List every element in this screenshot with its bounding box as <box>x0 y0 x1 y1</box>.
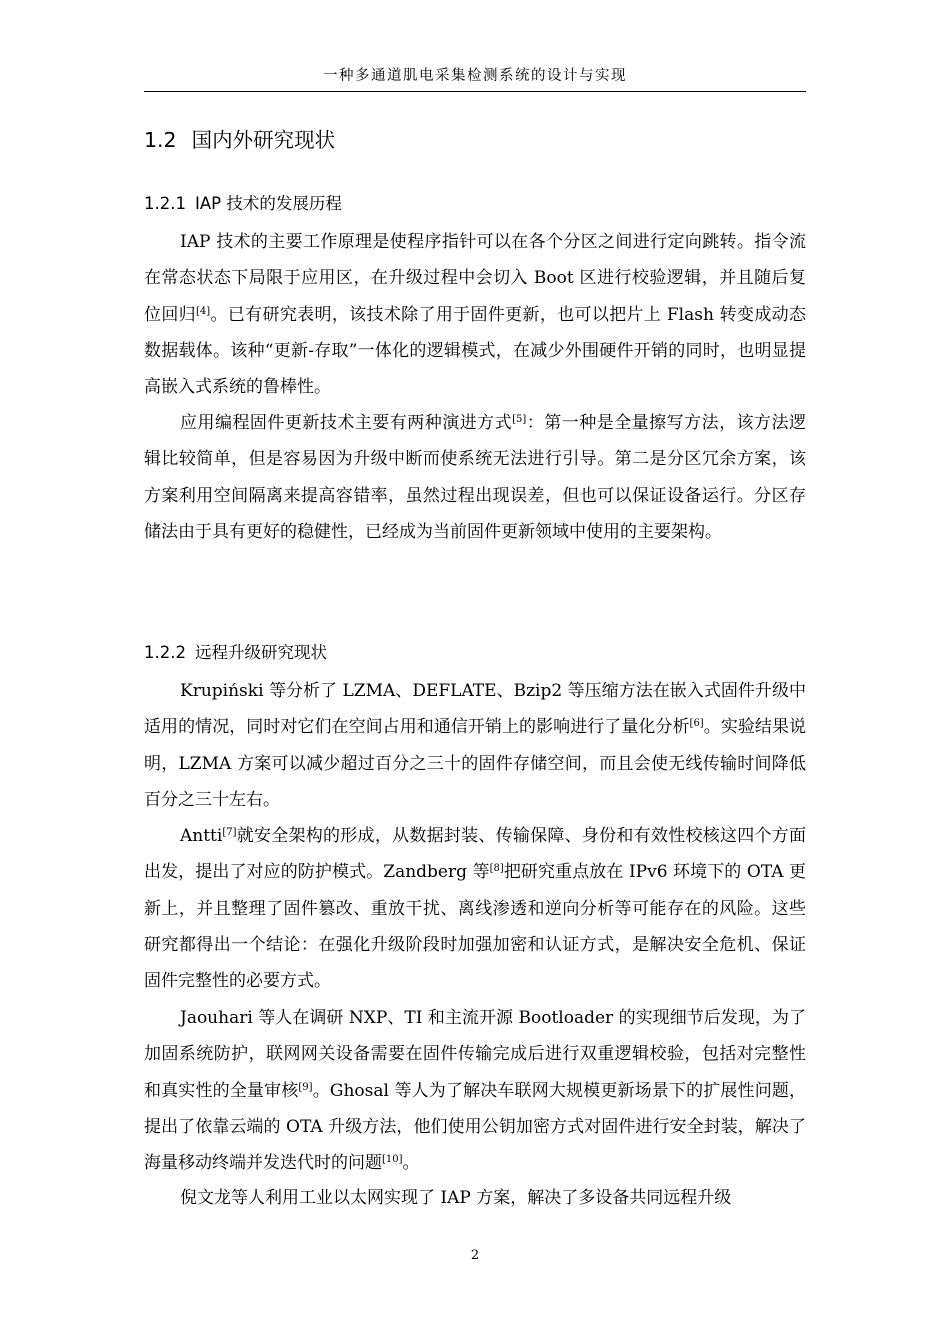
paragraph-text: 把研究重点放在 IPv6 环境下的 OTA 更新上，并且整理了固件篡改、重放干扰、离线渗透和逆向分析等可能存在的风险。这些研究都得出一个结论：在强化升级阶段时加强加密和认证方式，是解决安全危机、保证固件完整性的必要方式。 <box>144 862 806 992</box>
running-header: 一种多通道肌电采集检测系统的设计与实现 <box>323 68 627 84</box>
section-title-text: 国内外研究现状 <box>191 128 336 152</box>
body-paragraph <box>144 405 806 550</box>
header-divider <box>144 91 806 92</box>
paragraph-text: 就安全架构的形成，从数据封装、传输保障、身份和有效性校核这四个方面出发，提出了对应的防护模式。Zandberg 等 <box>144 826 806 883</box>
paragraph-text: Jaouhari 等人在调研 NXP、TI 和主流开源 Bootloader 的实现细节后发现，为了加固系统防护，联网网关设备需要在固件传输完成后进行双重逻辑校验，包括对完整性和真实性的全量审核 <box>144 1008 806 1101</box>
body-paragraph <box>144 818 806 999</box>
paragraph-text: 。实验结果说明，LZMA 方案可以减少超过百分之三十的固件存储空间，而且会使无线传输时间降低百分之三十左右。 <box>144 717 807 810</box>
paragraph-text: Krupiński 等分析了 LZMA、DEFLATE、Bzip2 等压缩方法在嵌入式固件升级中适用的情况，同时对它们在空间占用和通信开销上的影响进行了量化分析 <box>144 681 806 738</box>
subsection-number: 1.2.1 <box>144 194 186 213</box>
page-number: 2 <box>470 1248 480 1263</box>
body-paragraph <box>144 673 806 818</box>
citation-ref: [7] <box>222 827 237 838</box>
paragraph-text: 。Ghosal 等人为了解决车联网大规模更新场景下的扩展性问题，提出了依靠云端的 OTA 升级方法，他们使用公钥加密方式对固件进行安全封装，解决了海量移动终端并发迭代时的问题 <box>144 1080 807 1174</box>
subsection-number: 1.2.2 <box>144 643 186 662</box>
subsection-title-text: IAP 技术的发展历程 <box>194 194 342 213</box>
body-paragraph <box>144 1000 806 1181</box>
paragraph-text: 。 <box>402 1153 420 1174</box>
subsection-heading-1-2-1 <box>144 193 342 215</box>
citation-ref: [8] <box>489 863 504 875</box>
section-heading <box>144 127 335 153</box>
paragraph-text: 应用编程固件更新技术主要有两种演进方式 <box>180 413 513 433</box>
paragraph-text: ：第一种是全量擦写方法，该方法逻辑比较简单，但是容易因为升级中断而使系统无法进行引导。第二是分区冗余方案，该方案利用空间隔离来提高容错率，虽然过程出现误差，但也可以保证设备运行。分区存储法由于具有更好的稳健性，已经成为当前固件更新领域中使用的主要架构。 <box>144 413 807 542</box>
citation-ref: [10] <box>382 1154 403 1166</box>
subsection-title-text: 远程升级研究现状 <box>194 643 327 662</box>
citation-ref: [5] <box>512 414 527 425</box>
citation-ref: [9] <box>298 1081 313 1093</box>
body-paragraph <box>144 1180 806 1216</box>
paragraph-text: 倪文龙等人利用工业以太网实现了 IAP 方案，解决了多设备共同远程升级 <box>180 1188 732 1208</box>
paragraph-text: IAP 技术的主要工作原理是使程序指针可以在各个分区之间进行定向跳转。指令流在常态状态下局限于应用区，在升级过程中会切入 Boot 区进行校验逻辑，并且随后复位回归 <box>144 232 806 325</box>
citation-ref: [4] <box>196 305 211 317</box>
body-paragraph <box>144 224 806 405</box>
section-number: 1.2 <box>144 128 177 152</box>
paragraph-text: Antti <box>180 826 223 846</box>
citation-ref: [6] <box>689 718 704 730</box>
paragraph-text: 。已有研究表明，该技术除了用于固件更新，也可以把片上 Flash 转变成动态数据载体。该种“更新-存取”一体化的逻辑模式，在减少外围硬件开销的同时，也明显提高嵌入式系统的鲁棒性。 <box>144 304 806 398</box>
subsection-heading-1-2-2 <box>144 642 327 664</box>
